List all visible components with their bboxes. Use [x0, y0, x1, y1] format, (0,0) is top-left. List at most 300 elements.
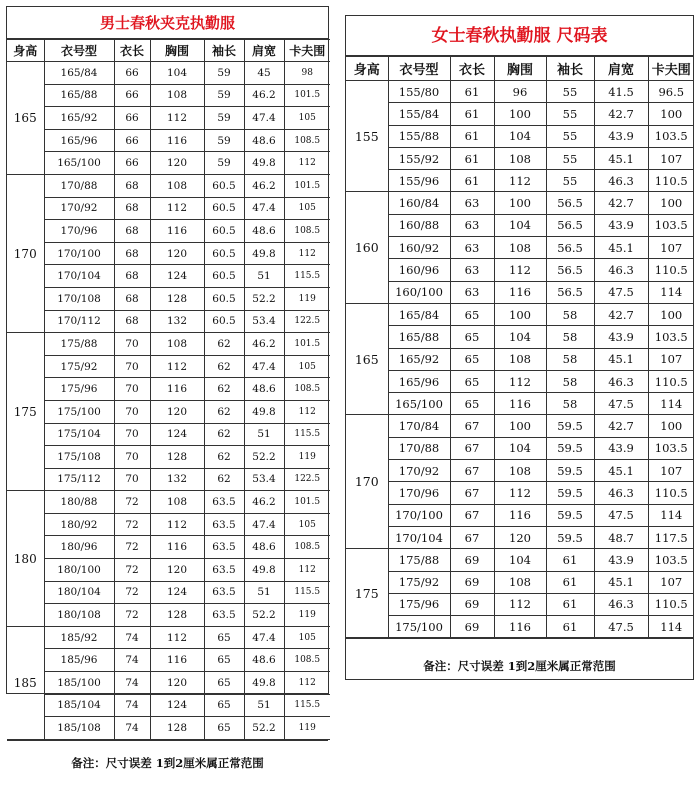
- shoulder-cell: 47.5: [594, 281, 648, 303]
- shoulder-cell: 47.4: [244, 355, 284, 378]
- cuff-cell: 105: [284, 626, 330, 649]
- size-cell: 155/84: [388, 103, 450, 125]
- table-row: [346, 504, 694, 526]
- col-header-chest: 胸围: [150, 40, 204, 62]
- chest-cell: 116: [150, 536, 204, 559]
- sleeve-cell: 61: [546, 616, 594, 638]
- table-row: [346, 214, 694, 236]
- length-cell: 74: [114, 672, 150, 695]
- length-cell: 72: [114, 491, 150, 514]
- men-note: 备注：尺寸误差 1到2厘米属正常范围: [7, 740, 328, 784]
- size-cell: 175/100: [44, 400, 114, 423]
- sleeve-cell: 59: [204, 84, 244, 107]
- sleeve-cell: 55: [546, 147, 594, 169]
- chest-cell: 132: [150, 468, 204, 491]
- length-cell: 68: [114, 265, 150, 288]
- sleeve-cell: 58: [546, 370, 594, 392]
- table-row: [7, 129, 330, 152]
- size-cell: 160/88: [388, 214, 450, 236]
- shoulder-cell: 47.5: [594, 616, 648, 638]
- height-group-cell: 165: [346, 303, 388, 414]
- table-row: [346, 370, 694, 392]
- sleeve-cell: 55: [546, 103, 594, 125]
- height-group-cell: 165: [7, 62, 44, 175]
- cuff-cell: 105: [284, 513, 330, 536]
- length-cell: 72: [114, 536, 150, 559]
- length-cell: 72: [114, 581, 150, 604]
- table-row: [346, 526, 694, 548]
- size-cell: 175/104: [44, 423, 114, 446]
- height-group-cell: 180: [7, 491, 44, 627]
- shoulder-cell: 46.3: [594, 482, 648, 504]
- men-table-body: [7, 62, 330, 740]
- size-cell: 160/100: [388, 281, 450, 303]
- length-cell: 67: [450, 504, 494, 526]
- chest-cell: 124: [150, 423, 204, 446]
- size-cell: 170/112: [44, 310, 114, 333]
- shoulder-cell: 46.2: [244, 174, 284, 197]
- chest-cell: 108: [494, 237, 546, 259]
- cuff-cell: 103.5: [648, 326, 694, 348]
- height-group-cell: 170: [7, 174, 44, 332]
- shoulder-cell: 47.4: [244, 197, 284, 220]
- sleeve-cell: 59: [204, 129, 244, 152]
- cuff-cell: 108.5: [284, 536, 330, 559]
- cuff-cell: 122.5: [284, 310, 330, 333]
- cuff-cell: 103.5: [648, 549, 694, 571]
- cuff-cell: 115.5: [284, 694, 330, 717]
- shoulder-cell: 42.7: [594, 415, 648, 437]
- chest-cell: 108: [494, 571, 546, 593]
- length-cell: 69: [450, 593, 494, 615]
- shoulder-cell: 41.5: [594, 81, 648, 103]
- shoulder-cell: 45.1: [594, 237, 648, 259]
- shoulder-cell: 49.8: [244, 672, 284, 695]
- chest-cell: 124: [150, 581, 204, 604]
- chest-cell: 116: [494, 281, 546, 303]
- shoulder-cell: 45.1: [594, 571, 648, 593]
- length-cell: 65: [450, 303, 494, 325]
- shoulder-cell: 49.8: [244, 242, 284, 265]
- shoulder-cell: 46.3: [594, 593, 648, 615]
- shoulder-cell: 53.4: [244, 310, 284, 333]
- table-row: [346, 437, 694, 459]
- chest-cell: 120: [150, 559, 204, 582]
- size-cell: 165/92: [388, 348, 450, 370]
- table-row: [346, 571, 694, 593]
- cuff-cell: 114: [648, 281, 694, 303]
- cuff-cell: 110.5: [648, 593, 694, 615]
- chest-cell: 112: [494, 370, 546, 392]
- size-cell: 170/100: [388, 504, 450, 526]
- table-row: [7, 197, 330, 220]
- chest-cell: 132: [150, 310, 204, 333]
- table-row: [7, 672, 330, 695]
- length-cell: 72: [114, 513, 150, 536]
- table-row: [346, 393, 694, 415]
- height-group-cell: 160: [346, 192, 388, 303]
- women-header-row: [346, 57, 694, 81]
- sleeve-cell: 56.5: [546, 192, 594, 214]
- length-cell: 69: [450, 549, 494, 571]
- cuff-cell: 100: [648, 192, 694, 214]
- cuff-cell: 100: [648, 303, 694, 325]
- cuff-cell: 110.5: [648, 370, 694, 392]
- sleeve-cell: 60.5: [204, 242, 244, 265]
- sleeve-cell: 62: [204, 446, 244, 469]
- chest-cell: 100: [494, 103, 546, 125]
- cuff-cell: 112: [284, 152, 330, 175]
- shoulder-cell: 47.4: [244, 513, 284, 536]
- table-row: [7, 333, 330, 356]
- cuff-cell: 112: [284, 672, 330, 695]
- height-group-cell: 155: [346, 81, 388, 192]
- men-size-chart: [6, 6, 329, 770]
- length-cell: 66: [114, 84, 150, 107]
- table-row: [7, 559, 330, 582]
- length-cell: 61: [450, 103, 494, 125]
- size-cell: 185/92: [44, 626, 114, 649]
- chest-cell: 116: [150, 378, 204, 401]
- table-row: [346, 103, 694, 125]
- chest-cell: 120: [150, 672, 204, 695]
- chest-cell: 112: [150, 626, 204, 649]
- table-row: [7, 468, 330, 491]
- size-cell: 165/88: [388, 326, 450, 348]
- cuff-cell: 119: [284, 446, 330, 469]
- shoulder-cell: 52.2: [244, 717, 284, 740]
- sleeve-cell: 62: [204, 423, 244, 446]
- table-row: [346, 281, 694, 303]
- cuff-cell: 119: [284, 287, 330, 310]
- size-cell: 185/100: [44, 672, 114, 695]
- chest-cell: 108: [150, 333, 204, 356]
- table-row: [346, 616, 694, 638]
- chest-cell: 104: [494, 125, 546, 147]
- size-cell: 165/100: [388, 393, 450, 415]
- size-cell: 160/92: [388, 237, 450, 259]
- cuff-cell: 110.5: [648, 170, 694, 192]
- col-header-sleeve: 袖长: [204, 40, 244, 62]
- col-header-size: 衣号型: [44, 40, 114, 62]
- chest-cell: 120: [494, 526, 546, 548]
- sleeve-cell: 59: [204, 152, 244, 175]
- sleeve-cell: 62: [204, 355, 244, 378]
- length-cell: 67: [450, 482, 494, 504]
- table-row: [7, 423, 330, 446]
- cuff-cell: 115.5: [284, 423, 330, 446]
- chest-cell: 112: [150, 197, 204, 220]
- sleeve-cell: 58: [546, 326, 594, 348]
- shoulder-cell: 46.2: [244, 333, 284, 356]
- cuff-cell: 103.5: [648, 437, 694, 459]
- size-cell: 170/108: [44, 287, 114, 310]
- sleeve-cell: 63.5: [204, 513, 244, 536]
- length-cell: 61: [450, 170, 494, 192]
- table-row: [7, 513, 330, 536]
- length-cell: 70: [114, 446, 150, 469]
- chest-cell: 120: [150, 400, 204, 423]
- sleeve-cell: 65: [204, 672, 244, 695]
- length-cell: 69: [450, 571, 494, 593]
- shoulder-cell: 43.9: [594, 214, 648, 236]
- men-chart-title: 男士春秋夹克执勤服: [7, 7, 328, 39]
- length-cell: 70: [114, 468, 150, 491]
- table-row: [346, 303, 694, 325]
- chest-cell: 128: [150, 287, 204, 310]
- table-row: [7, 107, 330, 130]
- sleeve-cell: 58: [546, 303, 594, 325]
- chest-cell: 116: [150, 220, 204, 243]
- sleeve-cell: 59.5: [546, 460, 594, 482]
- size-cell: 180/104: [44, 581, 114, 604]
- cuff-cell: 114: [648, 504, 694, 526]
- size-cell: 170/92: [44, 197, 114, 220]
- table-row: [346, 125, 694, 147]
- chest-cell: 112: [494, 170, 546, 192]
- women-size-chart: [345, 15, 694, 680]
- col-header-length: 衣长: [450, 57, 494, 81]
- length-cell: 68: [114, 310, 150, 333]
- table-row: [7, 717, 330, 740]
- cuff-cell: 101.5: [284, 333, 330, 356]
- size-cell: 175/96: [44, 378, 114, 401]
- table-row: [7, 491, 330, 514]
- cuff-cell: 119: [284, 604, 330, 627]
- cuff-cell: 114: [648, 393, 694, 415]
- shoulder-cell: 42.7: [594, 103, 648, 125]
- cuff-cell: 105: [284, 107, 330, 130]
- sleeve-cell: 60.5: [204, 197, 244, 220]
- size-cell: 170/84: [388, 415, 450, 437]
- col-header-height: 身高: [346, 57, 388, 81]
- length-cell: 74: [114, 649, 150, 672]
- shoulder-cell: 51: [244, 694, 284, 717]
- length-cell: 74: [114, 717, 150, 740]
- sleeve-cell: 65: [204, 694, 244, 717]
- chest-cell: 112: [150, 513, 204, 536]
- table-row: [7, 581, 330, 604]
- size-cell: 170/88: [388, 437, 450, 459]
- chest-cell: 100: [494, 415, 546, 437]
- cuff-cell: 100: [648, 103, 694, 125]
- cuff-cell: 115.5: [284, 581, 330, 604]
- cuff-cell: 110.5: [648, 259, 694, 281]
- shoulder-cell: 46.2: [244, 84, 284, 107]
- chest-cell: 104: [494, 549, 546, 571]
- cuff-cell: 101.5: [284, 174, 330, 197]
- men-size-table: [7, 39, 330, 740]
- sleeve-cell: 61: [546, 593, 594, 615]
- shoulder-cell: 49.8: [244, 152, 284, 175]
- sleeve-cell: 65: [204, 717, 244, 740]
- sleeve-cell: 63.5: [204, 581, 244, 604]
- table-row: [7, 626, 330, 649]
- size-cell: 165/84: [44, 62, 114, 85]
- chest-cell: 104: [494, 214, 546, 236]
- table-row: [7, 62, 330, 85]
- table-row: [7, 152, 330, 175]
- col-header-shoulder: 肩宽: [244, 40, 284, 62]
- sleeve-cell: 61: [546, 571, 594, 593]
- chest-cell: 124: [150, 265, 204, 288]
- size-cell: 170/96: [388, 482, 450, 504]
- shoulder-cell: 49.8: [244, 559, 284, 582]
- size-cell: 175/96: [388, 593, 450, 615]
- sleeve-cell: 62: [204, 333, 244, 356]
- cuff-cell: 105: [284, 197, 330, 220]
- sleeve-cell: 63.5: [204, 491, 244, 514]
- table-row: [346, 593, 694, 615]
- size-cell: 155/96: [388, 170, 450, 192]
- size-cell: 170/96: [44, 220, 114, 243]
- chest-cell: 128: [150, 717, 204, 740]
- chest-cell: 112: [494, 593, 546, 615]
- size-cell: 165/96: [388, 370, 450, 392]
- size-cell: 170/100: [44, 242, 114, 265]
- sleeve-cell: 59.5: [546, 526, 594, 548]
- size-cell: 160/96: [388, 259, 450, 281]
- shoulder-cell: 51: [244, 581, 284, 604]
- shoulder-cell: 52.2: [244, 287, 284, 310]
- sleeve-cell: 60.5: [204, 287, 244, 310]
- length-cell: 68: [114, 287, 150, 310]
- col-header-shoulder: 肩宽: [594, 57, 648, 81]
- size-cell: 175/88: [388, 549, 450, 571]
- chest-cell: 116: [494, 616, 546, 638]
- shoulder-cell: 47.5: [594, 504, 648, 526]
- sleeve-cell: 56.5: [546, 281, 594, 303]
- shoulder-cell: 48.6: [244, 220, 284, 243]
- sleeve-cell: 55: [546, 170, 594, 192]
- shoulder-cell: 46.3: [594, 259, 648, 281]
- table-row: [7, 287, 330, 310]
- sleeve-cell: 55: [546, 81, 594, 103]
- size-cell: 170/88: [44, 174, 114, 197]
- size-cell: 185/96: [44, 649, 114, 672]
- shoulder-cell: 49.8: [244, 400, 284, 423]
- size-cell: 185/108: [44, 717, 114, 740]
- women-chart-title: 女士春秋执勤服 尺码表: [346, 16, 693, 56]
- sleeve-cell: 60.5: [204, 220, 244, 243]
- chest-cell: 116: [494, 393, 546, 415]
- table-row: [346, 415, 694, 437]
- chest-cell: 108: [494, 348, 546, 370]
- chest-cell: 124: [150, 694, 204, 717]
- length-cell: 66: [114, 62, 150, 85]
- table-row: [7, 536, 330, 559]
- length-cell: 63: [450, 237, 494, 259]
- cuff-cell: 107: [648, 460, 694, 482]
- length-cell: 61: [450, 125, 494, 147]
- shoulder-cell: 43.9: [594, 549, 648, 571]
- size-cell: 180/108: [44, 604, 114, 627]
- length-cell: 72: [114, 604, 150, 627]
- col-header-chest: 胸围: [494, 57, 546, 81]
- size-cell: 170/104: [44, 265, 114, 288]
- table-row: [7, 400, 330, 423]
- sleeve-cell: 62: [204, 400, 244, 423]
- table-row: [7, 265, 330, 288]
- size-cell: 175/88: [44, 333, 114, 356]
- cuff-cell: 108.5: [284, 220, 330, 243]
- size-cell: 185/104: [44, 694, 114, 717]
- cuff-cell: 107: [648, 571, 694, 593]
- size-cell: 180/92: [44, 513, 114, 536]
- women-size-table: [346, 56, 694, 638]
- length-cell: 63: [450, 281, 494, 303]
- cuff-cell: 100: [648, 415, 694, 437]
- sleeve-cell: 59.5: [546, 482, 594, 504]
- height-group-cell: 170: [346, 415, 388, 549]
- cuff-cell: 101.5: [284, 84, 330, 107]
- sleeve-cell: 60.5: [204, 174, 244, 197]
- cuff-cell: 110.5: [648, 482, 694, 504]
- size-cell: 165/88: [44, 84, 114, 107]
- shoulder-cell: 51: [244, 265, 284, 288]
- shoulder-cell: 48.6: [244, 649, 284, 672]
- chest-cell: 112: [150, 355, 204, 378]
- cuff-cell: 107: [648, 147, 694, 169]
- table-row: [346, 192, 694, 214]
- chest-cell: 104: [494, 326, 546, 348]
- cuff-cell: 115.5: [284, 265, 330, 288]
- table-row: [346, 259, 694, 281]
- chest-cell: 120: [150, 152, 204, 175]
- cuff-cell: 103.5: [648, 214, 694, 236]
- sleeve-cell: 62: [204, 468, 244, 491]
- table-row: [346, 326, 694, 348]
- length-cell: 61: [450, 147, 494, 169]
- length-cell: 65: [450, 370, 494, 392]
- sleeve-cell: 59: [204, 107, 244, 130]
- size-cell: 170/92: [388, 460, 450, 482]
- chest-cell: 116: [494, 504, 546, 526]
- length-cell: 74: [114, 626, 150, 649]
- chest-cell: 128: [150, 604, 204, 627]
- chest-cell: 108: [494, 460, 546, 482]
- table-row: [7, 694, 330, 717]
- shoulder-cell: 48.6: [244, 378, 284, 401]
- size-cell: 175/92: [388, 571, 450, 593]
- length-cell: 63: [450, 214, 494, 236]
- chest-cell: 104: [150, 62, 204, 85]
- table-row: [346, 549, 694, 571]
- shoulder-cell: 45: [244, 62, 284, 85]
- sleeve-cell: 63.5: [204, 604, 244, 627]
- cuff-cell: 122.5: [284, 468, 330, 491]
- table-row: [7, 355, 330, 378]
- sleeve-cell: 63.5: [204, 536, 244, 559]
- length-cell: 65: [450, 348, 494, 370]
- length-cell: 70: [114, 400, 150, 423]
- shoulder-cell: 48.6: [244, 129, 284, 152]
- shoulder-cell: 42.7: [594, 192, 648, 214]
- cuff-cell: 107: [648, 348, 694, 370]
- shoulder-cell: 46.3: [594, 170, 648, 192]
- size-cell: 170/104: [388, 526, 450, 548]
- sleeve-cell: 58: [546, 348, 594, 370]
- sleeve-cell: 61: [546, 549, 594, 571]
- length-cell: 66: [114, 107, 150, 130]
- sleeve-cell: 59: [204, 62, 244, 85]
- col-header-cuff: 卡夫围: [648, 57, 694, 81]
- length-cell: 65: [450, 393, 494, 415]
- sleeve-cell: 56.5: [546, 237, 594, 259]
- chest-cell: 100: [494, 303, 546, 325]
- chest-cell: 112: [494, 259, 546, 281]
- shoulder-cell: 43.9: [594, 125, 648, 147]
